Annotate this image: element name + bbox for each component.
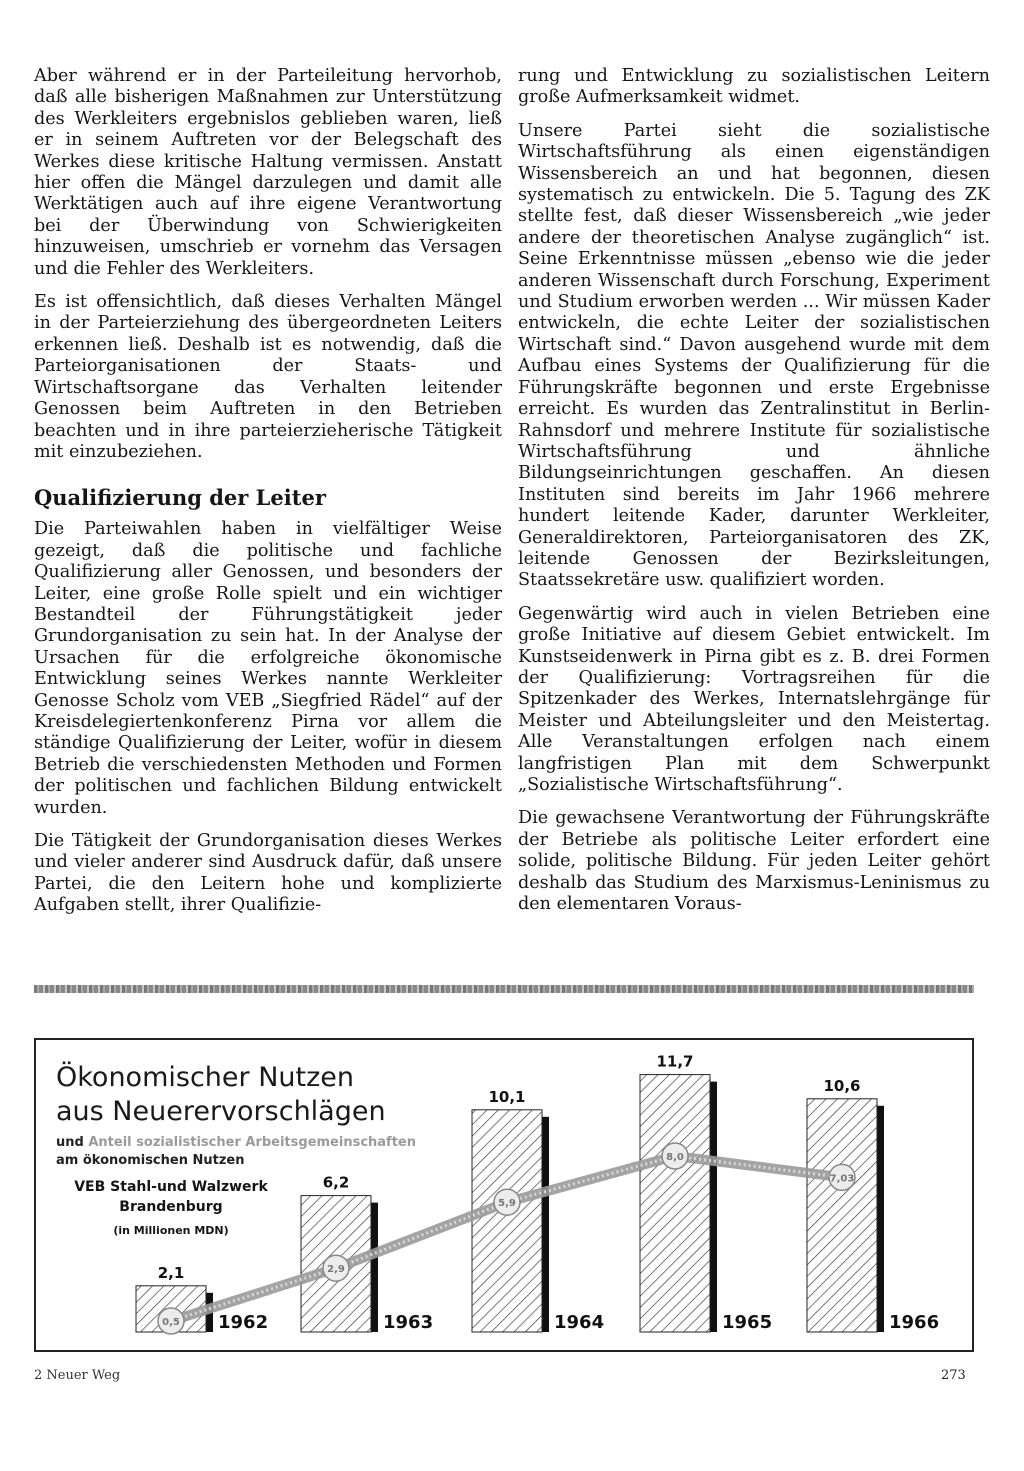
chart-company-line1: VEB Stahl-und Walzwerk xyxy=(74,1179,268,1195)
bar-value-label: 10,1 xyxy=(488,1087,526,1106)
paragraph: Die Parteiwahlen haben in vielfältiger Weise gezeigt, daß die politische und fachliche Qualifizierung aller Genossen, und besonders der Leiter, eine große Rolle spielt und ein wichtiger Bestandteil der Führungstätigkeit jeder Grundorganisation zu sein hat. In der Analyse der Ursachen für die erfolgreiche ökonomische Entwicklung seines Werkes nannte Werkleiter Genosse Scholz vom VEB „Siegfried Rädel“ auf der Kreisdelegiertenkonferenz Pirna vor allem die ständige Qualifizierung der Leiter, wofür in diesem Betrieb die verschiedensten Methoden und Formen der politischen und fachlichen Bildung entwickelt wurden. xyxy=(34,519,502,818)
footer-publication: 2 Neuer Weg xyxy=(34,1368,121,1383)
right-column xyxy=(518,66,990,927)
share-value-label: 2,9 xyxy=(327,1264,345,1276)
chart-subtitle xyxy=(56,1134,416,1152)
chart-subtitle-line2: am ökonomischen Nutzen xyxy=(56,1153,245,1168)
share-value-label: 0,5 xyxy=(162,1317,180,1328)
bar-value-label: 11,7 xyxy=(656,1052,694,1071)
chart-figure xyxy=(34,1038,974,1352)
bar-value-label: 10,6 xyxy=(823,1076,861,1095)
separator-band xyxy=(34,985,974,993)
chart-title-line1: Ökonomischer Nutzen xyxy=(56,1062,354,1093)
paragraph: Unsere Partei sieht die sozialistische Wirtschaftsführung als einen eigenständigen Wissensbereich an und hat begonnen, diesen systematisch zu entwickeln. Die 5. Tagung des ZK stellte fest, daß dieser Wissensbereich „wie jeder andere der theoretischen Analyse zugänglich“ ist. Seine Erkenntnisse müssen „ebenso wie die jeder anderen Wissenschaft durch Forschung, Experiment und Studium erworben werden ... Wir müssen Kader entwickeln, die echte Leiter der sozialistischen Wirtschaft sind.“ Davon ausgehend wurde mit dem Aufbau eines Systems der Qualifizierung für die Führungskräfte begonnen und erste Ergebnisse erreicht. Es wurden das Zentralinstitut in Berlin-Rahnsdorf und mehrere Institute für sozialistische Wirtschaftsführung und ähnliche Bildungseinrichtungen geschaffen. An diesen Instituten sind bereits im Jahr 1966 mehrere hundert leitende Kader, darunter Werkleiter, Generaldirektoren, Parteiorganisatoren des ZK, leitende Genossen der Bezirksleitungen, Staatssekretäre usw. qualifiziert worden. xyxy=(518,120,990,591)
year-label: 1963 xyxy=(383,1312,434,1333)
share-value-label: 5,9 xyxy=(498,1198,516,1210)
subtitle-faint: Anteil sozialistischer Arbeitsgemeinschaften xyxy=(88,1135,416,1150)
year-label: 1965 xyxy=(722,1312,773,1333)
year-label: 1964 xyxy=(554,1312,605,1333)
chart-title-line2: aus Neuerervorschlägen xyxy=(56,1096,386,1127)
share-value-label: 8,0 xyxy=(666,1152,684,1163)
paragraph-continuation: rung und Entwicklung zu sozialistischen Leitern große Aufmerksamkeit widmet. xyxy=(518,66,990,108)
paragraph: Die Tätigkeit der Grundorganisation dieses Werkes und vieler anderer sind Ausdruck dafür, daß unsere Partei, die den Leitern hohe und komplizierte Aufgaben stellt, ihrer Qualifizie- xyxy=(34,831,502,916)
share-value-label: 7,03 xyxy=(829,1173,855,1185)
bar-value-label: 2,1 xyxy=(157,1263,185,1282)
paragraph: Aber während er in der Parteileitung hervorhob, daß alle bisherigen Maßnahmen zur Unterstützung des Werkleiters ergebnislos geblieben waren, ließ er in seinem Auftreten vor der Belegschaft des Werkes diese kritische Haltung vermissen. Anstatt hier offen die Mängel darzulegen und damit alle Werktätigen auch auf ihre eigene Verantwortung bei der Überwindung von Schwierigkeiten hinzuweisen, umschrieb er vornehm das Versagen und die Fehler des Werkleiters. xyxy=(34,66,502,279)
bar xyxy=(640,1075,710,1332)
chart-unit: (in Millionen MDN) xyxy=(113,1224,229,1237)
year-label: 1966 xyxy=(889,1312,940,1333)
paragraph: Die gewachsene Verantwortung der Führungskräfte der Betriebe als politische Leiter erfordert eine solide, politische Bildung. Für jeden Leiter gehört deshalb das Studium des Marxismus-Leninismus zu den elementaren Voraus- xyxy=(518,808,990,915)
bar xyxy=(472,1110,542,1332)
section-heading: Qualifizierung der Leiter xyxy=(34,485,326,511)
left-column xyxy=(34,66,502,929)
year-label: 1962 xyxy=(218,1312,269,1333)
paragraph: Es ist offensichtlich, daß dieses Verhalten Mängel in der Parteierziehung des übergeordneten Leiters erkennen ließ. Deshalb ist es notwendig, daß die Parteiorganisationen der Staats- und Wirtschaftsorgane das Verhalten leitender Genossen beim Auftreten in den Betrieben beachten und in ihre parteierzieherische Tätigkeit mit einzubeziehen. xyxy=(34,292,502,462)
page-number: 273 xyxy=(941,1368,966,1383)
bar xyxy=(807,1099,877,1332)
chart-company-line2: Brandenburg xyxy=(119,1199,223,1215)
bar-value-label: 6,2 xyxy=(322,1173,350,1192)
paragraph: Gegenwärtig wird auch in vielen Betrieben eine große Initiative auf diesem Gebiet entwickelt. Im Kunstseidenwerk in Pirna gibt es z. B. drei Formen der Qualifizierung: Vortragsreihen für die Spitzenkader des Werkes, Internatslehrgänge für Meister und Abteilungsleiter und den Meistertag. Alle Veranstaltungen erfolgen nach einem langfristigen Plan mit dem Schwerpunkt „Sozialistische Wirtschaftsführung“. xyxy=(518,603,990,795)
subtitle-prefix: und xyxy=(56,1135,84,1150)
